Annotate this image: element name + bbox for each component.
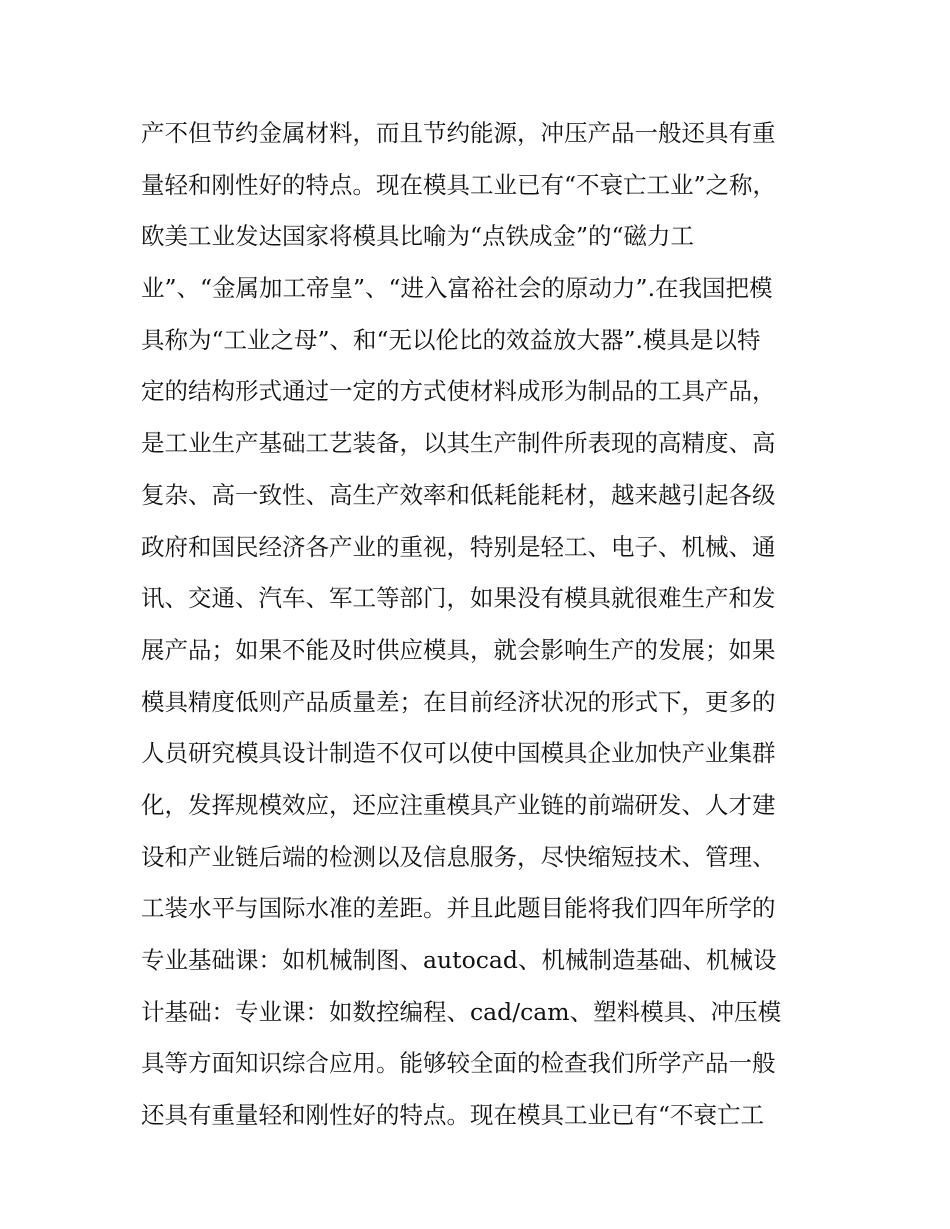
text-line: 讯、交通、汽车、军工等部门，如果没有模具就很难生产和发 — [141, 584, 776, 613]
text-line: 政府和国民经济各产业的重视，特别是轻工、电子、机械、通 — [141, 532, 776, 561]
text-line: 具等方面知识综合应用。能够较全面的检查我们所学产品一般 — [141, 1049, 776, 1078]
text-line: 业”、“金属加工帝皇”、“进入富裕社会的原动力”.在我国把模 — [141, 274, 773, 303]
text-line: 化，发挥规模效应，还应注重模具产业链的前端研发、人才建 — [141, 790, 776, 819]
text-line: 模具精度低则产品质量差；在目前经济状况的形式下，更多的 — [141, 687, 776, 716]
text-line: 设和产业链后端的检测以及信息服务，尽快缩短技术、管理、 — [141, 842, 776, 871]
text-line: 欧美工业发达国家将模具比喻为“点铁成金”的“磁力工 — [141, 222, 695, 251]
text-line: 是工业生产基础工艺装备，以其生产制件所表现的高精度、高 — [141, 429, 776, 458]
text-line: 量轻和刚性好的特点。现在模具工业已有“不衰亡工业”之称， — [141, 170, 777, 199]
text-line: 复杂、高一致性、高生产效率和低耗能耗材，越来越引起各级 — [141, 480, 776, 509]
text-line: 定的结构形式通过一定的方式使材料成形为制品的工具产品， — [141, 377, 776, 406]
text-line: 专业基础课：如机械制图、autocad、机械制造基础、机械设 — [141, 946, 777, 974]
text-line: 还具有重量轻和刚性好的特点。现在模具工业已有“不衰亡工 — [141, 1101, 765, 1130]
text-line: 具称为“工业之母”、和“无以伦比的效益放大器”.模具是以特 — [141, 325, 761, 354]
text-line: 工装水平与国际水准的差距。并且此题目能将我们四年所学的 — [141, 894, 776, 923]
body-paragraph — [141, 108, 841, 1142]
text-line: 人员研究模具设计制造不仅可以使中国模具企业加快产业集群 — [141, 739, 776, 768]
text-line: 展产品；如果不能及时供应模具，就会影响生产的发展；如果 — [141, 635, 776, 664]
text-line: 计基础：专业课：如数控编程、cad/cam、塑料模具、冲压模 — [141, 997, 782, 1026]
text-line: 产不但节约金属材料，而且节约能源，冲压产品一般还具有重 — [141, 119, 776, 147]
